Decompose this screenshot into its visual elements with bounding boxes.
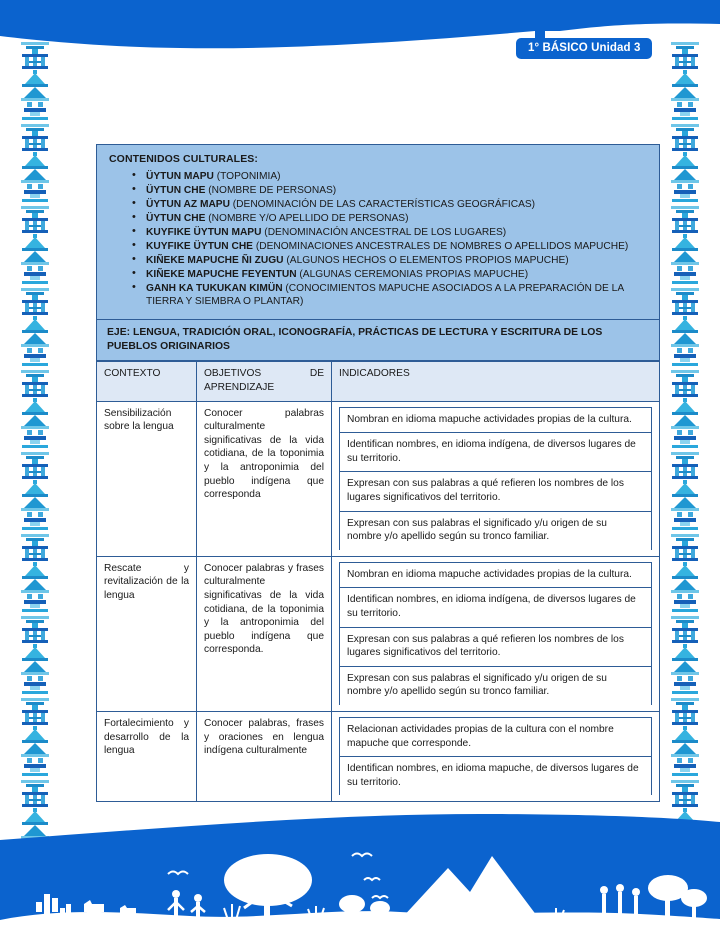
gloss: (ALGUNAS CEREMONIAS PROPIAS MAPUCHE): [296, 269, 529, 280]
indicator-subtable: [339, 407, 652, 550]
column-header-objetivos: OBJETIVOS DE APRENDIZAJE: [197, 362, 332, 401]
list-item: [107, 240, 649, 253]
unit-badge: 1° BÁSICO Unidad 3: [516, 38, 652, 59]
term: GANH KA TUKUKAN KIMÜN: [146, 283, 283, 294]
table-row: [97, 401, 660, 556]
indicator-subtable: [339, 562, 652, 705]
table-row: [97, 711, 660, 801]
cultural-contents-list: [107, 170, 649, 309]
list-item: [107, 198, 649, 211]
term: ÜYTUN CHE: [146, 213, 206, 224]
document-content: [96, 144, 660, 802]
column-header-contexto: CONTEXTO: [97, 362, 197, 401]
right-ornament-strip: [668, 40, 702, 850]
gloss: (NOMBRE DE PERSONAS): [205, 185, 337, 196]
gloss: (DENOMINACIONES ANCESTRALES DE NOMBRES O APELLIDOS MAPUCHE): [252, 241, 629, 252]
term: KIÑEKE MAPUCHE FEYENTUN: [146, 269, 297, 280]
indicator-item: Expresan con sus palabras el significado y/u origen de su nombre y/o apellido según su tronco familiar.: [340, 511, 652, 550]
indicator-item: Expresan con sus palabras a qué refieren los nombres de los lugares significativos del territorio.: [340, 627, 652, 666]
indicator-item: Expresan con sus palabras el significado y/u origen de su nombre y/o apellido según su tronco familiar.: [340, 666, 652, 705]
cell-indicadores: [332, 401, 660, 556]
column-header-indicadores: INDICADORES: [332, 362, 660, 401]
indicator-item: Relacionan actividades propias de la cultura con el nombre mapuche que corresponde.: [340, 717, 652, 756]
cell-objetivo: Conocer palabras culturalmente significativas de la vida cotidiana, de la toponimia y la antroponimia del pueblo indígena que corresponda: [197, 401, 332, 556]
gloss: (DENOMINACIÓN DE LAS CARACTERÍSTICAS GEOGRÁFICAS): [229, 199, 536, 210]
gloss: (TOPONIMIA): [213, 171, 281, 182]
list-item: [107, 268, 649, 281]
indicator-item: Expresan con sus palabras a qué refieren los nombres de los lugares significativos del territorio.: [340, 472, 652, 511]
gloss: (DENOMINACIÓN ANCESTRAL DE LOS LUGARES): [261, 227, 507, 238]
cell-objetivo: Conocer palabras y frases culturalmente significativas de la vida cotidiana, de la toponimia y la antroponimia del pueblo indígena que corresponda.: [197, 556, 332, 711]
gloss: (ALGUNOS HECHOS O ELEMENTOS PROPIOS MAPUCHE): [283, 255, 569, 266]
footer-landscape-decoration: [0, 812, 720, 932]
cell-contexto: Rescate y revitalización de la lengua: [97, 556, 197, 711]
indicator-item: Identifican nombres, en idioma indígena, de diversos lugares de su territorio.: [340, 588, 652, 627]
cultural-contents-title: CONTENIDOS CULTURALES:: [109, 153, 258, 165]
cell-indicadores: [332, 711, 660, 801]
list-item: [107, 282, 649, 309]
left-ornament-strip: [18, 40, 52, 850]
indicator-item: Identifican nombres, en idioma indígena, de diversos lugares de su territorio.: [340, 433, 652, 472]
cultural-contents-panel: [96, 144, 660, 320]
gloss: (NOMBRE Y/O APELLIDO DE PERSONAS): [205, 213, 409, 224]
list-item: [107, 184, 649, 197]
indicator-item: Nombran en idioma mapuche actividades propias de la cultura.: [340, 562, 652, 588]
indicator-item: Identifican nombres, en idioma mapuche, de diversos lugares de su territorio.: [340, 757, 652, 796]
cell-contexto: Sensibilización sobre la lengua: [97, 401, 197, 556]
curriculum-table: [96, 361, 660, 802]
term: ÜYTUN CHE: [146, 185, 206, 196]
indicator-subtable: [339, 717, 652, 795]
list-item: [107, 226, 649, 239]
term: KUYFIKE ÜYTUN CHE: [146, 241, 253, 252]
term: KUYFIKE ÜYTUN MAPU: [146, 227, 262, 238]
indicator-item: Nombran en idioma mapuche actividades propias de la cultura.: [340, 407, 652, 433]
term: KIÑEKE MAPUCHE ÑI ZUGU: [146, 255, 284, 266]
term: ÜYTUN MAPU: [146, 171, 214, 182]
list-item: [107, 212, 649, 225]
list-item: [107, 254, 649, 267]
list-item: [107, 170, 649, 183]
cell-contexto: Fortalecimiento y desarrollo de la lengua: [97, 711, 197, 801]
eje-band: EJE: LENGUA, TRADICIÓN ORAL, ICONOGRAFÍA, PRÁCTICAS DE LECTURA Y ESCRITURA DE LOS PUEBLOS ORIGINARIOS: [96, 320, 660, 361]
table-header-row: [97, 362, 660, 401]
cell-objetivo: Conocer palabras, frases y oraciones en lengua indígena culturalmente: [197, 711, 332, 801]
gloss: (CONOCIMIENTOS MAPUCHE ASOCIADOS A LA PREPARACIÓN DE LA TIERRA Y SIEMBRA O PLANTAR): [146, 283, 624, 308]
table-row: [97, 556, 660, 711]
cell-indicadores: [332, 556, 660, 711]
term: ÜYTUN AZ MAPU: [146, 199, 230, 210]
